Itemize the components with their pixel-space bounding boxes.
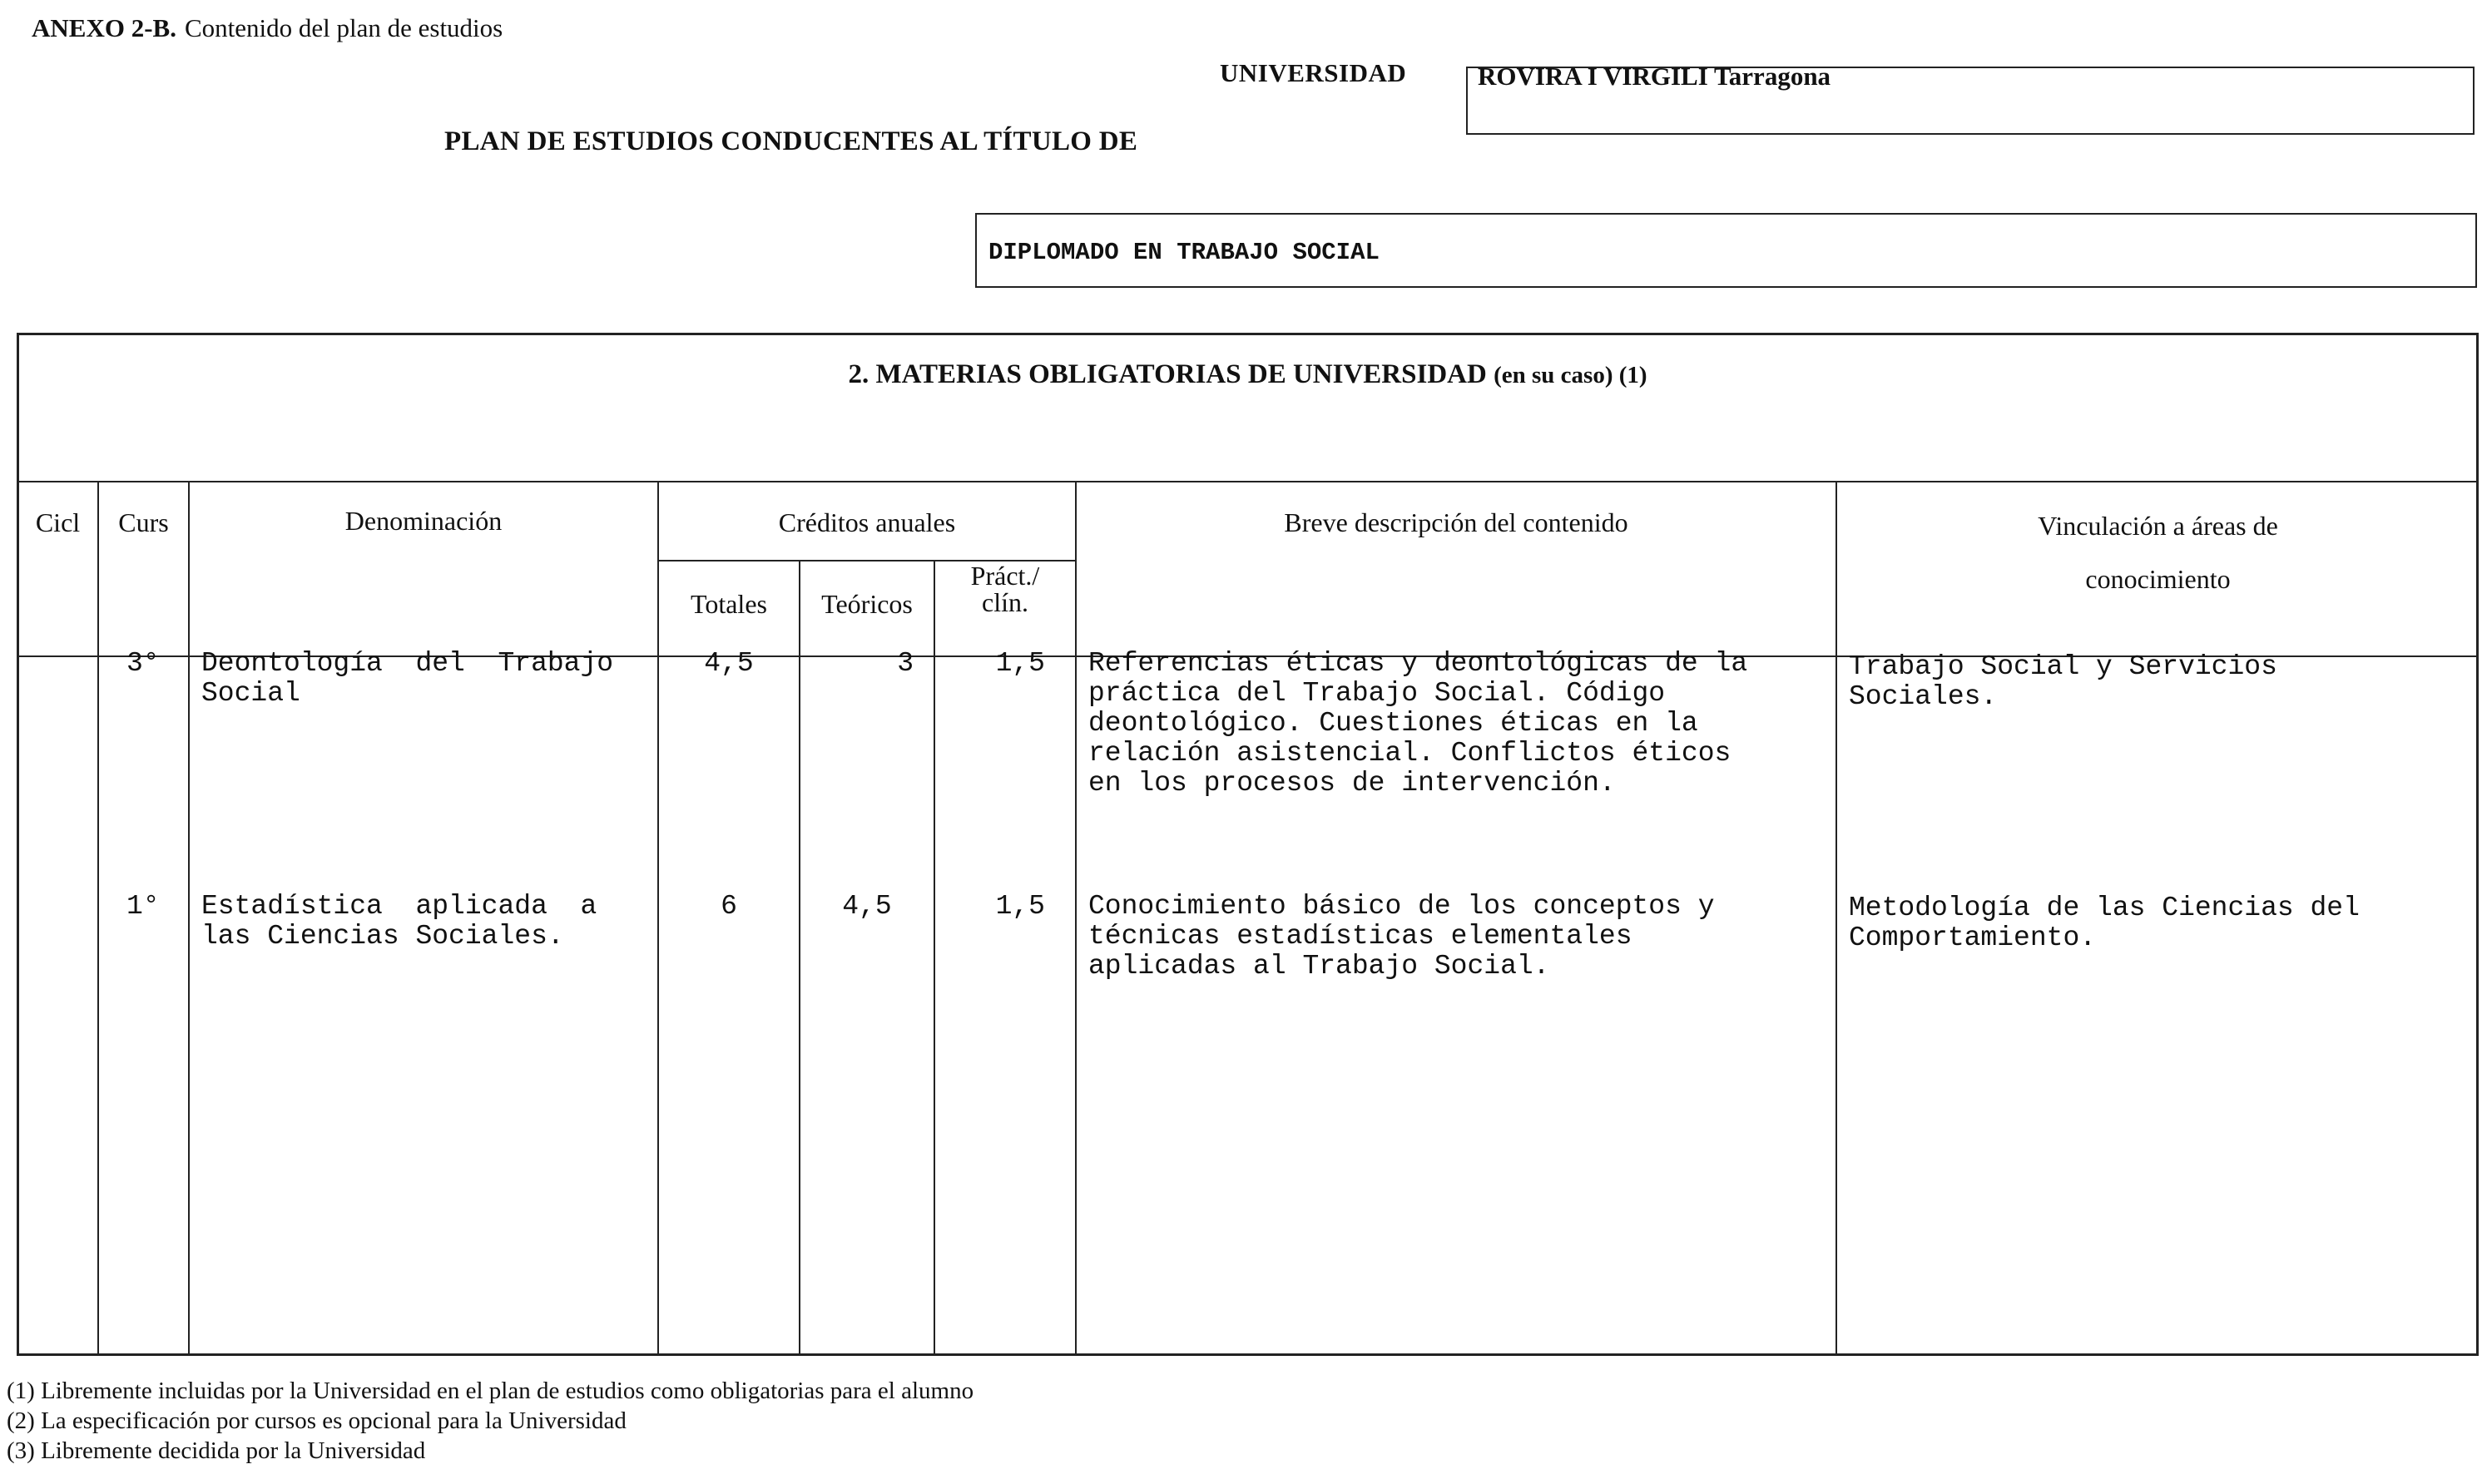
section-title-qualifier: (en su caso) (1) [1494, 362, 1647, 388]
table-row-2-descripcion: Conocimiento básico de los conceptos y técnicas estadísticas elementales aplicadas al Trabajo Social. [1088, 891, 1715, 982]
col-divider-descripcion [1835, 481, 1837, 1356]
table-row-2-curs: 1° [126, 891, 160, 922]
degree-value: DIPLOMADO EN TRABAJO SOCIAL [988, 239, 1380, 266]
col-divider-cicl [97, 481, 99, 1356]
col-header-cicl: Cicl [35, 507, 81, 537]
plan-label: PLAN DE ESTUDIOS CONDUCENTES AL TÍTULO DE [444, 126, 1138, 156]
col-header-descripcion: Breve descripción del contenido [1284, 507, 1628, 537]
col-divider-curs [188, 481, 190, 1356]
table-row-1-denominacion: Deontología del Trabajo Social [201, 648, 614, 709]
annex-text: Contenido del plan de estudios [184, 13, 503, 42]
table-row-2-practicos: 1,5 [995, 891, 1045, 922]
table-row-2-vinculacion: Metodología de las Ciencias del Comportamiento. [1849, 893, 2360, 953]
section-title [17, 359, 2479, 390]
subjects-table [17, 333, 2479, 1356]
annex-heading [32, 13, 503, 43]
table-row-2-totales: 6 [721, 891, 737, 922]
table-row-1-teoricos: 3 [897, 648, 914, 679]
university-label: UNIVERSIDAD [1220, 58, 1407, 87]
footnote-1: (1) Libremente incluidas por la Universidad en el plan de estudios como obligatorias para el alumno [7, 1378, 974, 1404]
col-divider-creditos [1075, 481, 1077, 1356]
footnote-3: (3) Libremente decidida por la Universidad [7, 1437, 426, 1464]
table-row-1-vinculacion: Trabajo Social y Servicios Sociales. [1849, 651, 2277, 712]
section-title-text: 2. MATERIAS OBLIGATORIAS DE UNIVERSIDAD [848, 359, 1487, 389]
col-divider-totales [799, 560, 800, 1356]
table-row-1-totales: 4,5 [704, 648, 754, 679]
table-row-2-denominacion: Estadística aplicada a las Ciencias Sociales. [201, 891, 597, 952]
annex-label: ANEXO 2-B. [32, 13, 176, 42]
col-header-totales: Totales [691, 589, 767, 619]
col-divider-teoricos [934, 560, 935, 1356]
footnote-2: (2) La especificación por cursos es opcional para la Universidad [7, 1407, 627, 1434]
col-header-creditos: Créditos anuales [778, 507, 956, 537]
university-value: ROVIRA I VIRGILI Tarragona [1478, 62, 1831, 91]
table-row-1-descripcion: Referencias éticas y deontológicas de la práctica del Trabajo Social. Código deontológico. Cuestiones éticas en la relación asistencial. Conflictos éticos en los procesos de intervención. [1088, 648, 1748, 799]
col-header-vinculacion: Vinculación a áreas de [2038, 511, 2278, 541]
col-header-teoricos: Teóricos [821, 589, 913, 619]
col-header-practicos: Práct./ clín. [970, 561, 1040, 617]
table-row-1-curs: 3° [126, 648, 160, 679]
header-row-divider [17, 481, 2479, 482]
table-row-2-teoricos: 4,5 [842, 891, 892, 922]
col-header-curs: Curs [118, 507, 169, 537]
col-header-denominacion: Denominación [344, 506, 503, 536]
col-header-conocimiento: conocimiento [2085, 564, 2231, 594]
table-row-1-practicos: 1,5 [995, 648, 1045, 679]
